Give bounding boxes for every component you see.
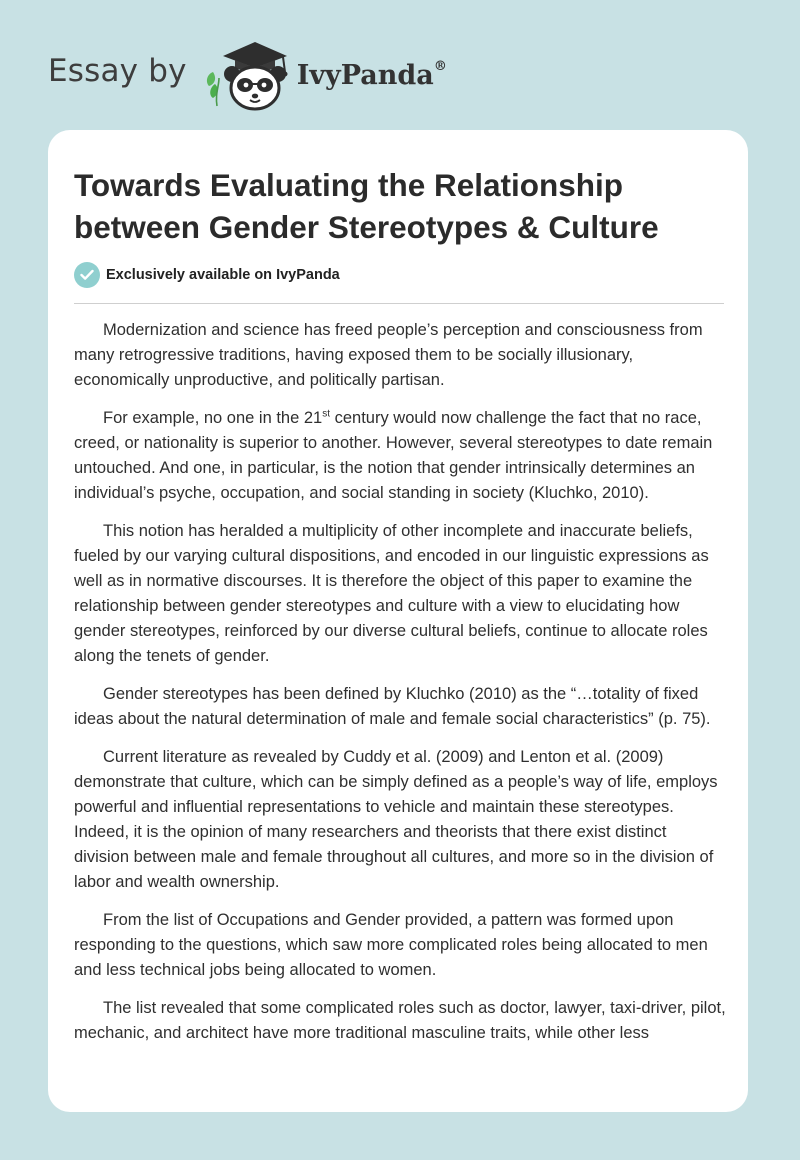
essay-card <box>48 130 748 1112</box>
divider <box>74 303 724 304</box>
paragraph-text: century would now challenge the fact that no race, creed, or nationality is superior to another. However, several stereotypes to date remain untouched. And one, in particular, is the notion that gender intrinsically determines an individual’s psyche, occupation, and social standing in society (Kluchko, 2010). <box>74 409 713 502</box>
paragraph: This notion has heralded a multiplicity of other incomplete and inaccurate beliefs, fueled by our varying cultural dispositions, and encoded in our linguistic expressions as well as in normative discourses. It is therefore the object of this paper to examine the relationship between gender stereotypes and culture with a view to elucidating how gender stereotypes, reinforced by our diverse cultural beliefs, continue to allocate roles along the tenets of gender. <box>74 522 709 665</box>
paragraph: Gender stereotypes has been defined by Kluchko (2010) as the “…totality of fixed ideas about the natural determination of male and female social characteristics” (p. 75). <box>74 685 711 728</box>
panda-logo-icon <box>199 34 295 114</box>
leaf-icon <box>207 72 219 106</box>
essay-title: Towards Evaluating the Relationship between Gender Stereotypes & Culture <box>74 167 659 245</box>
paragraph <box>74 406 726 506</box>
site-header <box>48 34 447 114</box>
paragraph: Modernization and science has freed people’s perception and consciousness from many retrogressive traditions, having exposed them to be socially illusionary, economically unproductive, and politically partisan. <box>74 321 703 389</box>
ordinal-suffix: st <box>322 408 331 420</box>
essay-by-label: Essay by <box>48 53 187 89</box>
paragraph: Current literature as revealed by Cuddy et al. (2009) and Lenton et al. (2009) demonstrate that culture, which can be simply defined as a people’s way of life, employs powerful and influential representations to vehicle and maintain these stereotypes. Indeed, it is the opinion of many researchers and theorists that there exist distinct division between male and female throughout all cultures, and more so in the division of labor and wealth ownership. <box>74 748 718 891</box>
registered-mark: ® <box>433 58 447 74</box>
brand-name <box>297 60 447 91</box>
exclusive-badge <box>74 262 340 288</box>
check-icon <box>74 262 100 288</box>
essay-body <box>74 318 726 1059</box>
paragraph: The list revealed that some complicated roles such as doctor, lawyer, taxi-driver, pilot, mechanic, and architect have more traditional masculine traits, while other less <box>74 999 726 1042</box>
brand-name-text: IvyPanda <box>296 59 434 91</box>
paragraph-text: For example, no one in the 21 <box>103 409 323 427</box>
paragraph: From the list of Occupations and Gender provided, a pattern was formed upon responding to the questions, which saw more complicated roles being allocated to men and less technical jobs being allocated to women. <box>74 911 708 979</box>
badge-label: Exclusively available on IvyPanda <box>106 267 340 283</box>
